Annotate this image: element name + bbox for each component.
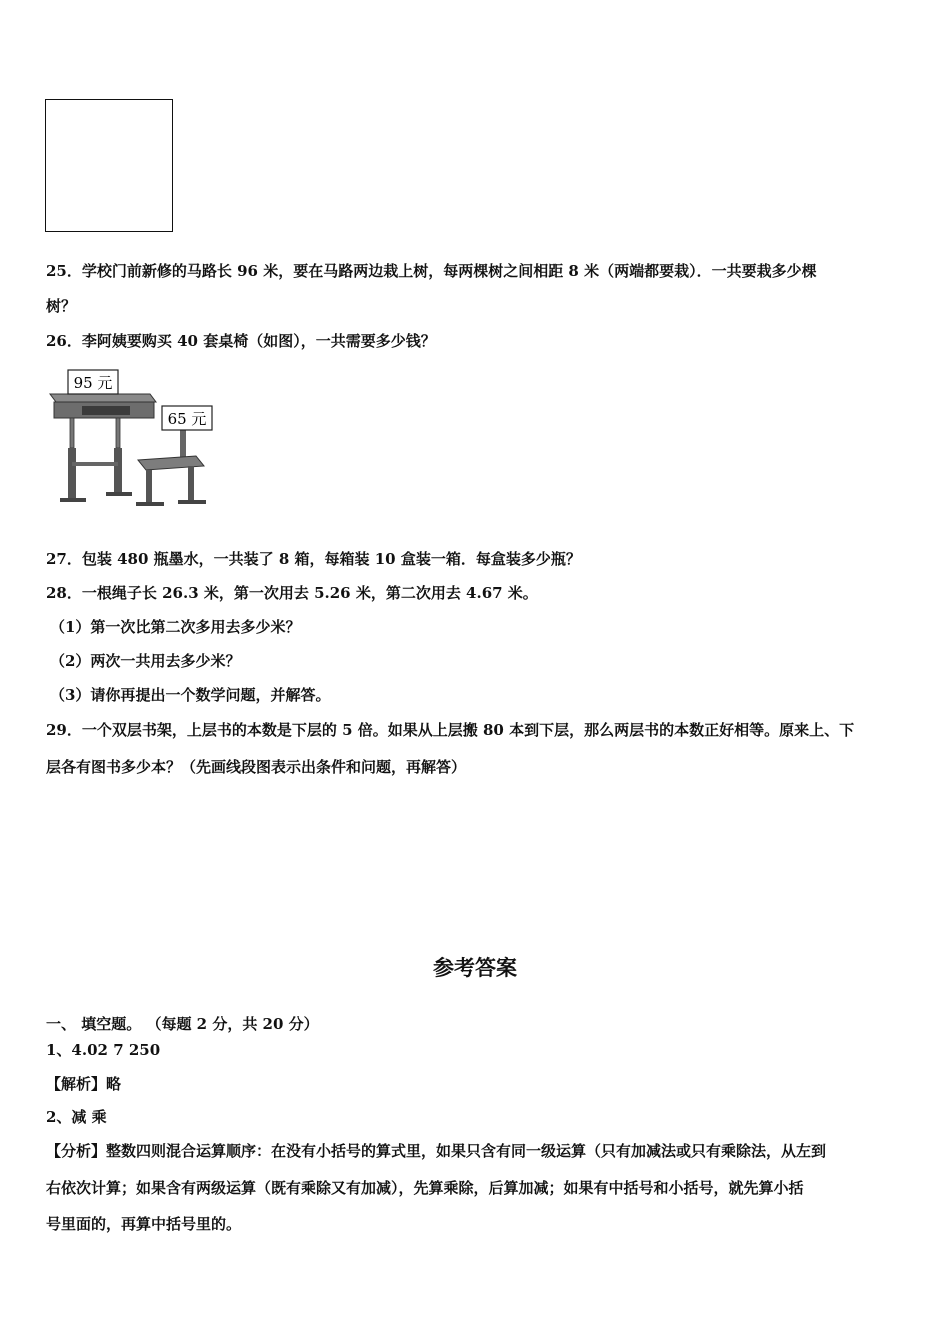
- answers-section-1: 一、 填空题。 （每题 2 分，共 20 分）: [46, 1015, 319, 1033]
- answer-2-analysis-line2: 右依次计算；如果含有两级运算（既有乘除又有加减），先算乘除，后算加减；如果有中括号和小括号，就先算小括: [46, 1179, 804, 1197]
- question-25-line1: 25．学校门前新修的马路长 96 米，要在马路两边栽上树，每两棵树之间相距 8 米（两端都要栽）．一共要栽多少棵: [46, 262, 817, 280]
- question-25-line2: 树？: [46, 297, 77, 315]
- question-29-line1: 29．一个双层书架，上层书的本数是下层的 5 倍。如果从上层搬 80 本到下层，那么两层书的本数正好相等。原来上、下: [46, 721, 855, 739]
- answer-1: 1、4.02 7 250: [46, 1041, 161, 1059]
- answer-2-analysis-line3: 号里面的，再算中括号里的。: [46, 1215, 242, 1233]
- answers-title: 参考答案: [433, 955, 517, 980]
- question-27: 27．包装 480 瓶墨水，一共装了 8 箱，每箱装 10 盒装一箱．每盒装多少瓶？: [46, 550, 581, 568]
- question-28-part2: （2）两次一共用去多少米？: [50, 652, 241, 670]
- desk-illustration: [50, 394, 156, 502]
- answer-2-analysis-line1: 【分析】整数四则混合运算顺序：在没有小括号的算式里，如果只含有同一级运算（只有加减法或只有乘除法，从左到: [46, 1142, 827, 1160]
- answer-1-analysis: 【解析】略: [46, 1075, 122, 1093]
- blank-square-figure: [45, 99, 173, 232]
- desk-chair-figure: [46, 366, 236, 526]
- question-26: 26．李阿姨要购买 40 套桌椅（如图），一共需要多少钱？: [46, 332, 436, 350]
- desk-price-label: 95 元: [73, 374, 113, 392]
- question-28-part1: （1）第一次比第二次多用去多少米？: [50, 618, 301, 636]
- answer-2: 2、减 乘: [46, 1108, 107, 1126]
- chair-price-label: 65 元: [167, 410, 207, 428]
- question-28: 28．一根绳子长 26.3 米，第一次用去 5.26 米，第二次用去 4.67 米。: [46, 584, 538, 602]
- question-29-line2: 层各有图书多少本？（先画线段图表示出条件和问题，再解答）: [46, 758, 467, 776]
- question-28-part3: （3）请你再提出一个数学问题，并解答。: [50, 686, 331, 704]
